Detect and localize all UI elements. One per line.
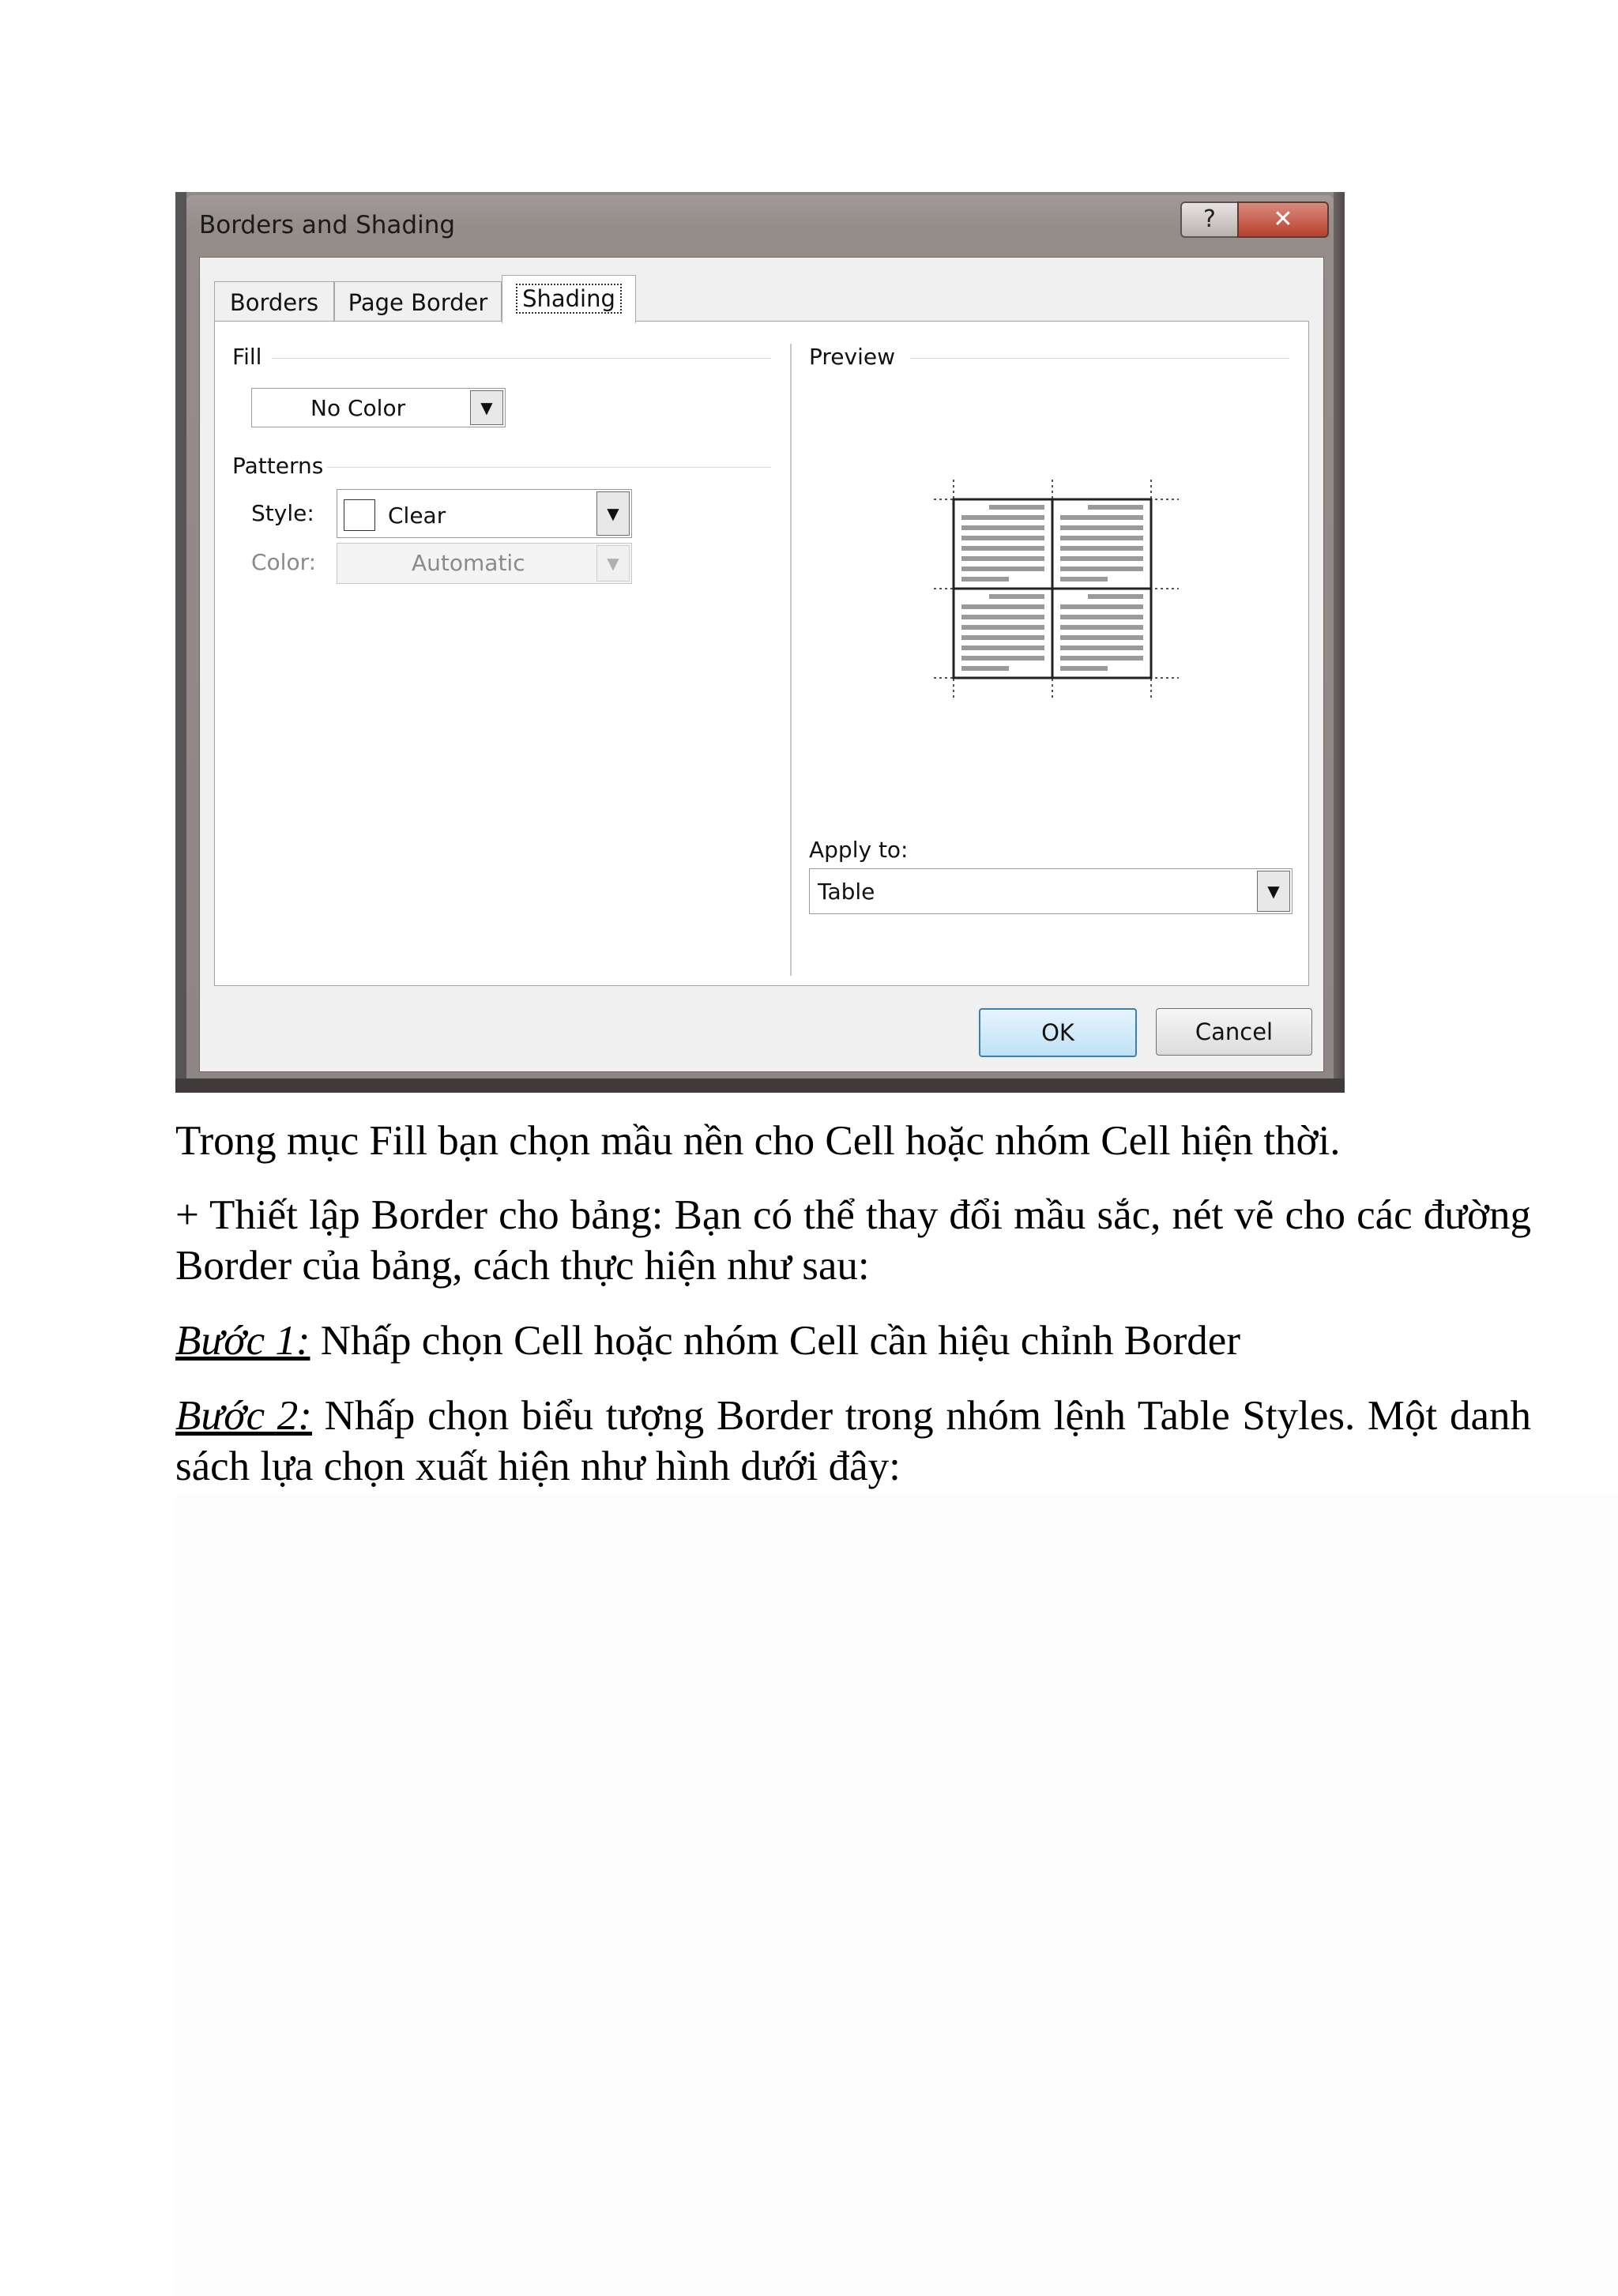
step-1: [175, 1315, 1531, 1366]
style-label: Style:: [251, 500, 314, 526]
fill-color-dropdown[interactable]: [251, 388, 506, 427]
screenshot-edge: [175, 1078, 1345, 1093]
cancel-button[interactable]: Cancel: [1156, 1008, 1312, 1056]
apply-to-value: Table: [818, 879, 875, 905]
step-2: [175, 1391, 1531, 1492]
close-button[interactable]: ✕: [1237, 201, 1329, 238]
chevron-down-icon: ▼: [1257, 871, 1290, 912]
help-button[interactable]: ?: [1180, 201, 1239, 238]
screenshot-edge: [1334, 192, 1345, 1093]
fill-group-label: Fill: [232, 344, 262, 370]
preview-group-label: Preview: [809, 344, 895, 370]
fill-color-value: No Color: [310, 395, 406, 421]
apply-to-dropdown[interactable]: [809, 868, 1293, 914]
tab-label: Shading: [516, 284, 622, 314]
dialog-client-area: [199, 257, 1324, 1072]
shading-panel: [214, 321, 1309, 986]
page-background: [175, 1493, 1618, 2296]
ok-button[interactable]: OK: [979, 1008, 1137, 1057]
step-2-text: Nhấp chọn biểu tượng Border trong nhóm lệnh Table Styles. Một danh sách lựa chọn xuất hiện như hình dưới đây:: [175, 1393, 1531, 1489]
pattern-color-value: Automatic: [412, 550, 525, 576]
pattern-style-dropdown[interactable]: [337, 489, 632, 538]
dialog-title: Borders and Shading: [199, 211, 456, 239]
chevron-down-icon: ▼: [470, 390, 503, 425]
chevron-down-icon: ▼: [596, 491, 630, 536]
patterns-group-label: Patterns: [232, 453, 324, 479]
group-divider: [910, 358, 1289, 359]
tab-shading[interactable]: [502, 275, 636, 323]
group-divider: [327, 467, 771, 468]
step-1-text: Nhấp chọn Cell hoặc nhóm Cell cần hiệu chỉnh Border: [310, 1318, 1240, 1364]
borders-shading-dialog: [186, 195, 1334, 1078]
chevron-down-icon: ▼: [596, 545, 630, 582]
paragraph-border-intro: + Thiết lập Border cho bảng: Bạn có thể thay đổi mầu sắc, nét vẽ cho các đường Border của bảng, cách thực hiện như sau:: [175, 1192, 1531, 1289]
apply-to-label: Apply to:: [809, 837, 909, 863]
pattern-color-dropdown: [337, 543, 632, 584]
paragraph-fill-description: Trong mục Fill bạn chọn mầu nền cho Cell hoặc nhóm Cell hiện thời.: [175, 1118, 1341, 1164]
step-2-label: Bước 2:: [175, 1393, 312, 1439]
tab-label: Page Border: [348, 289, 488, 316]
step-1-label: Bước 1:: [175, 1318, 310, 1364]
group-divider: [272, 358, 771, 359]
tab-page-border[interactable]: [334, 281, 502, 322]
tab-label: Borders: [229, 289, 319, 316]
pattern-style-value: Clear: [388, 502, 446, 529]
color-label: Color:: [251, 549, 317, 575]
dialog-screenshot: [175, 192, 1345, 1093]
clear-swatch-icon: [344, 499, 375, 531]
tab-borders[interactable]: [214, 281, 334, 322]
table-preview-icon: [930, 476, 1183, 705]
group-separator: [790, 344, 792, 976]
screenshot-edge: [175, 192, 186, 1093]
